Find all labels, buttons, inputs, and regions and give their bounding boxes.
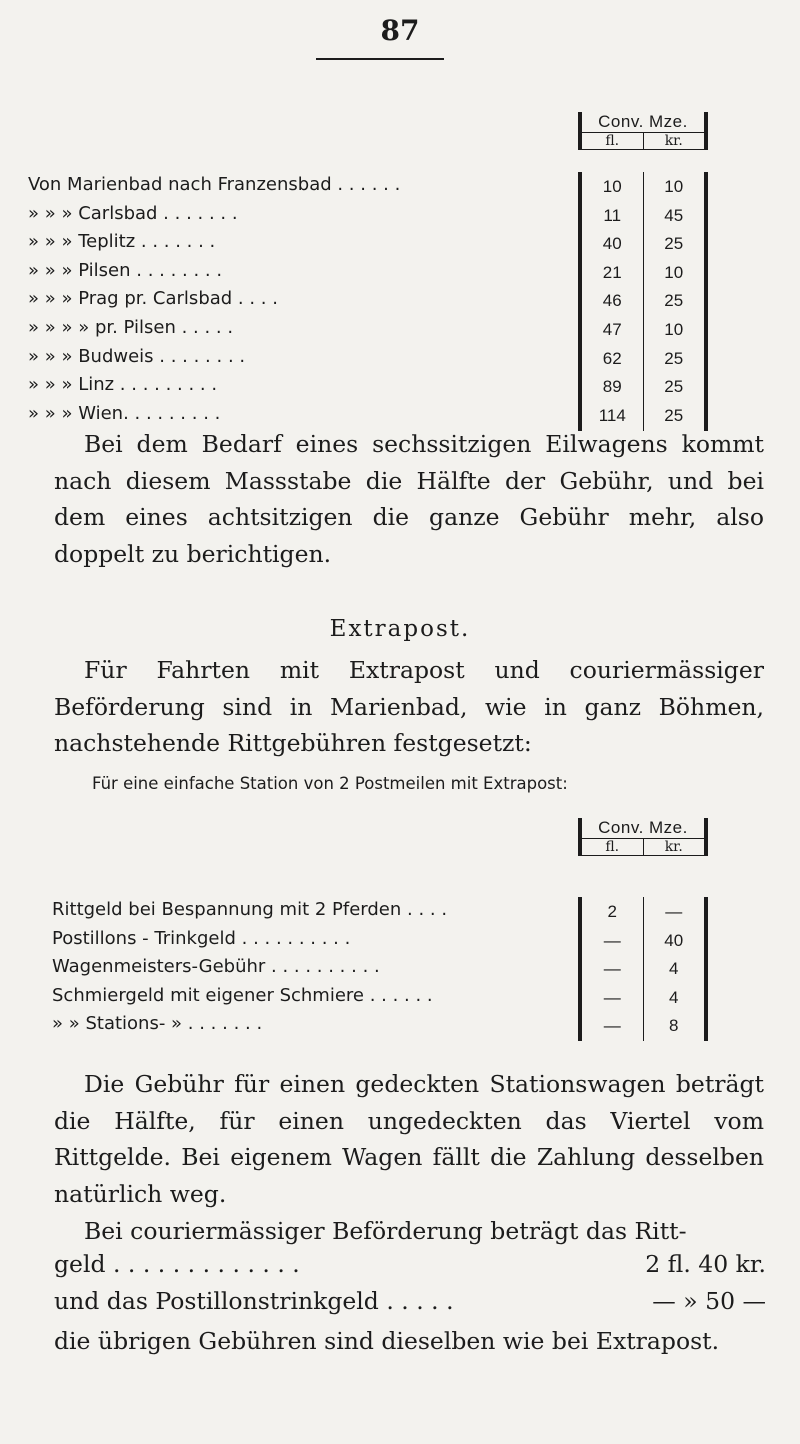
table2-row-label: Rittgeld bei Bespannung mit 2 Pferden . . . . — [52, 899, 448, 920]
table2-row — [0, 899, 800, 927]
table2-row-values — [578, 1011, 708, 1041]
table1-row-values — [578, 315, 708, 345]
table2-row-values — [578, 954, 708, 984]
table2-cell-fl: — — [603, 987, 621, 1007]
fee-trinkgeld — [54, 1287, 766, 1321]
table2-row-label: Schmiergeld mit eigener Schmiere . . . . . . — [52, 984, 433, 1006]
table2-row — [0, 985, 800, 1013]
fee-rittgeld — [54, 1250, 766, 1284]
table1-cell-kr: 25 — [643, 401, 705, 431]
fee-trinkgeld-value: — » 50 — — [652, 1287, 766, 1315]
table1-row-values — [578, 172, 708, 202]
table2-cell-kr: 4 — [643, 954, 705, 984]
table1-cell-fl: 40 — [602, 234, 622, 254]
page-number-rule — [316, 58, 444, 60]
table2-cell-kr: 4 — [643, 983, 705, 1013]
table1-cell-fl: 62 — [602, 348, 622, 368]
table1-row-values — [578, 229, 708, 259]
paragraph-rittgebuehren: Für Fahrten mit Extrapost und couriermässiger Beförderung sind in Marienbad, wie in ganz Böhmen, nachstehende Rittgebühren festgesetzt: — [54, 656, 764, 757]
table1-cell-kr: 25 — [643, 344, 705, 374]
table1-header — [578, 112, 708, 150]
table1-cell-fl: 47 — [602, 320, 622, 339]
table1-row — [0, 260, 800, 288]
table1-cell-fl: 89 — [602, 377, 622, 397]
table2-header — [578, 818, 708, 856]
fee-rittgeld-value: 2 fl. 40 kr. — [645, 1250, 766, 1278]
table2-row-values — [578, 926, 708, 956]
table1-row-values — [578, 201, 708, 231]
table1-cell-kr: 10 — [643, 258, 705, 288]
table1-row-label: » » » Wien. . . . . . . . . — [28, 402, 221, 424]
table1-cell-fl: 10 — [602, 177, 622, 196]
page-number: 87 — [380, 14, 420, 47]
table2-cell-fl: — — [603, 1016, 621, 1036]
table1-row — [0, 288, 800, 316]
table1-cell-fl: 11 — [603, 205, 622, 225]
table1-col-fl: fl. — [605, 133, 620, 149]
table1-row-values — [578, 286, 708, 316]
table1-cell-fl: 46 — [602, 291, 622, 311]
table1-col-kr: kr. — [643, 133, 705, 149]
table2-row-label: Wagenmeisters-Gebühr . . . . . . . . . . — [52, 956, 380, 978]
table2-cell-kr: — — [643, 897, 705, 927]
subheading-station: Für eine einfache Station von 2 Postmeilen mit Extrapost: — [92, 774, 568, 793]
table1-row-label: » » » Linz . . . . . . . . . — [28, 374, 218, 396]
table1-row — [0, 174, 800, 202]
table1-row-label: » » » Teplitz . . . . . . . — [28, 231, 216, 253]
table2-cell-fl: 2 — [607, 902, 617, 921]
paragraph-stationswagen: Die Gebühr für einen gedeckten Stationswagen beträgt die Hälfte, für einen ungedeckten das Viertel vom Rittgelde. Bei eigenem Wagen fällt die Zahlung desselben natürlich weg. — [54, 1070, 764, 1208]
table2-row-values — [578, 983, 708, 1013]
table1-row-values — [578, 258, 708, 288]
table1-cell-fl: 21 — [602, 262, 622, 282]
table1-row-label: Von Marienbad nach Franzensbad . . . . . . — [28, 174, 401, 195]
table1-row — [0, 203, 800, 231]
table1-cell-kr: 25 — [643, 229, 705, 259]
table1-row-label: » » » Pilsen . . . . . . . . — [28, 259, 223, 281]
table1-row — [0, 231, 800, 259]
table1-cell-kr: 25 — [643, 286, 705, 316]
table1-unit-header — [582, 132, 704, 150]
fee-rittgeld-label: geld . . . . . . . . . . . . . — [54, 1250, 300, 1278]
table1-cell-fl: 114 — [598, 405, 626, 425]
table1-row — [0, 317, 800, 345]
paragraph-eilwagen: Bei dem Bedarf eines sechssitzigen Eilwagens kommt nach diesem Massstabe die Hälfte der Gebühr, und bei dem eines achtsitzigen die ganze Gebühr mehr, also doppelt zu berichtigen. — [54, 430, 764, 568]
table2-cell-kr: 8 — [643, 1011, 705, 1041]
table1-row-label: » » » Carlsbad . . . . . . . — [28, 202, 238, 224]
table1-row — [0, 346, 800, 374]
table1-cell-kr: 10 — [643, 172, 705, 202]
table1-cell-kr: 10 — [643, 315, 705, 345]
table1-row-label: » » » Prag pr. Carlsbad . . . . — [28, 288, 278, 310]
table1-row-label: » » » Budweis . . . . . . . . — [28, 345, 246, 367]
table2-cell-fl: — — [603, 959, 621, 979]
table1-row-values — [578, 344, 708, 374]
heading-extrapost: Extrapost. — [329, 616, 471, 642]
table2-row-values — [578, 897, 708, 927]
table1-cell-kr: 25 — [643, 372, 705, 402]
table1-cell-kr: 45 — [643, 201, 705, 231]
table2-row-label: Postillons - Trinkgeld . . . . . . . . . . — [52, 927, 351, 949]
table2-row — [0, 1013, 800, 1041]
table2-col-kr: kr. — [643, 839, 705, 855]
fee-trinkgeld-label: und das Postillonstrinkgeld . . . . . — [54, 1287, 454, 1315]
table2-unit-header — [582, 838, 704, 856]
paragraph-uebrige: die übrigen Gebühren sind dieselben wie bei Extrapost. — [54, 1327, 720, 1355]
table1-row — [0, 374, 800, 402]
table2-currency-header: Conv. Mze. — [598, 818, 688, 837]
table2-col-fl: fl. — [605, 839, 620, 855]
table2-cell-fl: — — [603, 930, 621, 950]
table2-row — [0, 956, 800, 984]
table2-row-label: » » Stations- » . . . . . . . — [52, 1013, 263, 1035]
table1-row-label: » » » » pr. Pilsen . . . . . — [28, 317, 234, 338]
table1-row-values — [578, 372, 708, 402]
table2-cell-kr: 40 — [643, 926, 705, 956]
table1-currency-header: Conv. Mze. — [598, 112, 688, 131]
table2-row — [0, 928, 800, 956]
paragraph-couriermaessig: Bei couriermässiger Beförderung beträgt das Ritt- — [84, 1217, 687, 1245]
